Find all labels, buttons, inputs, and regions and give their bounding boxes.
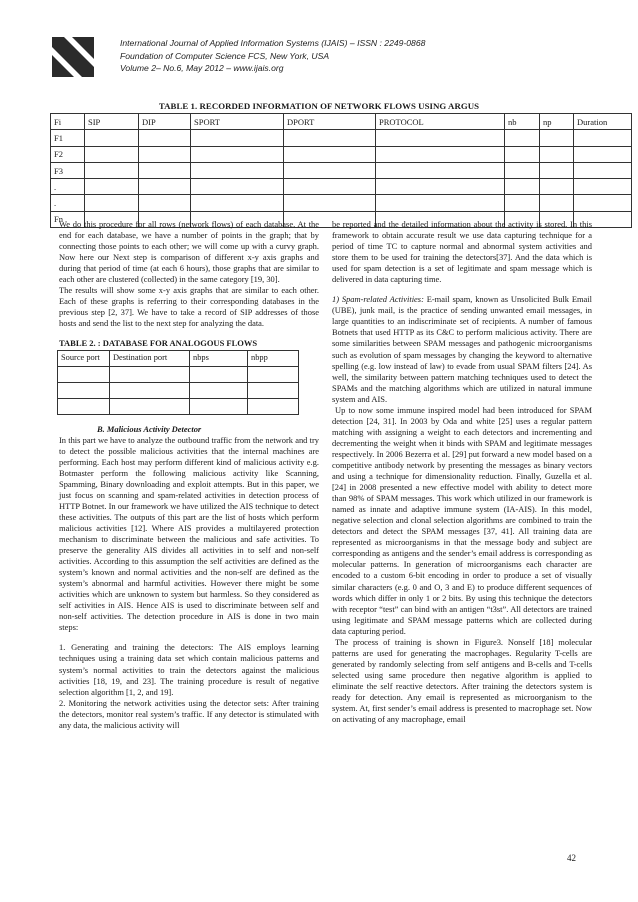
paragraph-text: E-mail spam, known as Unsolicited Bulk Email (UBE), junk mail, is the practice of sending unwanted email messages, in large quantities to an indiscriminate set of recipients. A number of famous Botnets that used HTTP as its C&C to perform malicious activity. There are some similarities between SPAM messages and pathogenic microorganisms such as evolution of spam messages by changing the keyword to alternative spelling (e.g. low instead of law) to evade from usual SPAM filters [24]. As well, the similarity between pattern matching techniques used to detect the SPAMs and the matching algorithms which are utilized in natural immune system and AIS. (332, 294, 592, 404)
table-header-cell: nb (505, 114, 540, 130)
table-header-cell: Duration (574, 114, 632, 130)
table-header-cell: Source port (58, 350, 110, 366)
table-row (51, 195, 632, 211)
paragraph: The results will show some x-y axis graphs that are similar to each other. Each of these graphs is referring to their corresponding databases in the previous step [2, 37]. We have to take a record of SIP addresses of those hosts and send the list to the next step for analyzing the data. (59, 285, 319, 329)
row-label: F3 (51, 162, 85, 178)
row-label: F1 (51, 130, 85, 146)
table-header-cell: Destination port (110, 350, 190, 366)
table-row (51, 162, 632, 178)
table-header-cell: PROTOCOL (376, 114, 505, 130)
table2-caption: TABLE 2. : DATABASE FOR ANALOGOUS FLOWS (59, 338, 258, 349)
subsection-title: 1) Spam-related Activities: (332, 294, 424, 305)
table-row (51, 146, 632, 162)
table-header-cell: DIP (139, 114, 191, 130)
journal-publisher: Foundation of Computer Science FCS, New York, USA (120, 50, 330, 61)
table-header-cell: np (540, 114, 574, 130)
table-header-row (51, 114, 632, 130)
table-header-cell: nbps (190, 350, 248, 366)
journal-title: International Journal of Applied Information Systems (IJAIS) – ISSN : 2249-0868 (120, 38, 426, 48)
row-label: F2 (51, 146, 85, 162)
paragraph: The process of training is shown in Figure3. Nonself [18] molecular patterns are used for generating the macrophages. Regularity T-cells are generated by randomly selecting from self antigens and B-cells and T-cells selected using same procedure then negative algorithm is applied to eliminate the self reactive detectors. After training the detectors system is ready for detection. Any email is represented as microorganism to the system. At, first sender’s email address is presented to macrophage set. Now on activating of any macrophage, email (332, 636, 592, 725)
section-title: B. Malicious Activity Detector (97, 423, 202, 434)
journal-header (50, 33, 590, 81)
table-header-row (58, 350, 299, 366)
table-row (58, 366, 299, 382)
table-row (58, 382, 299, 398)
journal-header-text (120, 37, 425, 75)
row-label: . (51, 195, 85, 211)
table-row (58, 398, 299, 414)
paragraph: 2. Monitoring the network activities using the detector sets: After training the detectors, monitor real system’s traffic. If any detector is stimulated with any data, the malicious activity will (59, 697, 319, 730)
right-column (332, 219, 592, 725)
table-row (51, 179, 632, 195)
table-header-cell: DPORT (284, 114, 376, 130)
table-header-cell: SPORT (191, 114, 284, 130)
table-header-cell: SIP (85, 114, 139, 130)
paragraph: In this part we have to analyze the outbound traffic from the network and try to detect the possible malicious activities that the internal machines are performing. Each host may perform different kind of malicious activity e.g. Botmaster perform the following malicious activity like Scanning, Spamming, Binary downloading and exploit attempts. But in this paper, we just focus on scanning and spam-related activities in detection process of HTTP Botnet. In our framework we have utilized the AIS technique to detect these activities. The outputs of this part are the list of hosts which perform malicious activities [12]. Where AIS provides a multilayered protection mechanism to discriminate between the malicious and safe activities. To preserve the generality AIS divides all activities in to self and non-self activities. According to this assumption the self activities are defined as the system’s known and normal activities and the non-self are defined as the system’s abnormal and harmful activities. However there might be some activities which are unknown to system but harmless. So they considered as self activities in AIS. Hence AIS is used to discriminate between self and non-self activities. The detection procedure in AIS is done in two main steps: (59, 434, 319, 633)
paragraph (332, 294, 592, 404)
table-header-cell: nbpp (248, 350, 299, 366)
paragraph: We do this procedure for all rows (network flows) of each database. At the end for each database, we have a number of points in the graph; that by connecting those points to each other; we will come up with a curvy graph. Now here our Next step is comparison of different x-y axis graphs and during that period of time (at each 6 hours), those graphs that are similar to each other are clustered (collected) in the same category [19, 30]. (59, 219, 319, 285)
network-flows-table (50, 113, 632, 228)
page-number: 42 (567, 853, 576, 863)
row-label: . (51, 179, 85, 195)
journal-logo-icon (50, 33, 96, 79)
table1-caption: TABLE 1. RECORDED INFORMATION OF NETWORK FLOWS USING ARGUS (158, 101, 480, 111)
paragraph: 1. Generating and training the detectors: The AIS employs learning techniques using a training data set which contain malicious patterns and system’s normal activities to train the detectors against the malicious activities [18, 19, and 23]. The training procedure is result of negative selection algorithm [1, 2, and 19]. (59, 642, 319, 697)
journal-volume: Volume 2– No.6, May 2012 – www.ijais.org (120, 63, 284, 73)
paragraph: be reported and the detailed information about the activity is stored. In this framework to obtain accurate result we use data capturing technique for a period of time TC to capture normal and abnormal system activities and store them to be used for training the detectors[37]. And the data which is used for spam detection is a set of legitimate and spam message which is delivered in data capturing time. (332, 219, 592, 285)
analogous-flows-table (57, 350, 299, 415)
table-row (51, 130, 632, 146)
paragraph: Up to now some immune inspired model had been introduced for SPAM detection [24, 31]. In 2003 by Oda and white [25] uses a regular pattern matching with assigning a weight to each detectors and incrementing and decrementing the weight when it binds with SPAM and legitimate messages respectively. In 2006 Bezerra et al. [29] put forward a new model based on a competitive antibody network by presenting the messages as binary vectors and using a technique for dimensionality reduction. Finally, Guzella et al. [24] in 2008 presented a new effective model with ability to detect more than 98% of SPAM messages. This work which utilized in our framework is named as innate and adaptive immune system (IA-AIS). In this model, negative selection and clonal selection algorithms are combined to train the detectors and detect the SPAM messages [37, 41]. All training data are represented as microorganisms in that the message body and subject are corresponding as antigens and the sender’s email address is corresponding as molecular patterns. In generation of microorganisms each character are encoded to a custom 6-bit encoding in order to produce a set of visually similar characters (e.g. 0 and O, 3 and E) to produce different sequences of words which differ in only 1 or 2 bits. By using this technique the detectors with receptor “test” can bind with an antigen “t3st”. All detectors are trained using legitimate and SPAM message patterns which are collected during data capturing period. (332, 404, 592, 636)
table-header-cell: Fi (51, 114, 85, 130)
left-column (59, 219, 319, 731)
row-label: Fn (51, 211, 85, 227)
